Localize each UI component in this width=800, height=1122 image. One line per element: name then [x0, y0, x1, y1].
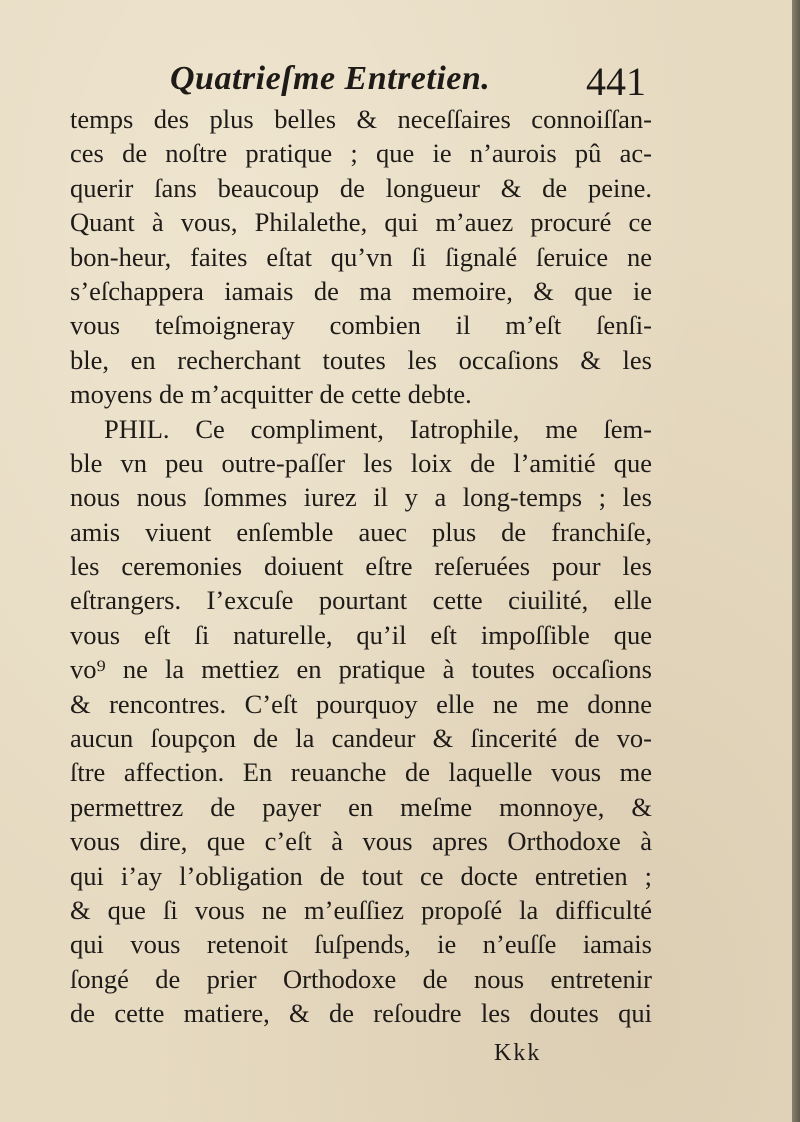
text-line: qui i’ay l’obligation de tout ce docte entretien ;	[70, 860, 652, 891]
text-line: amis viuent enſemble auec plus de franchiſe,	[70, 516, 652, 547]
text-line: ſtre affection. En reuanche de laquelle vous me	[70, 757, 652, 788]
text-line: bon-heur, faites eſtat qu’vn ſi ſignalé ſeruice ne	[70, 241, 652, 272]
text-line: vous teſmoigneray combien il m’eſt ſenſi-	[70, 310, 652, 341]
text-line: eſtrangers. I’excuſe pourtant cette ciuilité, elle	[70, 585, 652, 616]
text-line: & que ſi vous ne m’euſſiez propoſé la difficulté	[70, 894, 652, 925]
text-line: ces de noſtre pratique ; que ie n’aurois pû ac-	[70, 138, 652, 169]
page-number: 441	[586, 59, 646, 104]
text-line: vo⁹ ne la mettiez en pratique à toutes occaſions	[70, 654, 652, 685]
text-line: de cette matiere, & de reſoudre les doutes qui	[70, 998, 652, 1029]
text-line-paragraph-end: moyens de m’acquitter de cette debte.	[70, 379, 472, 410]
text-line: nous nous ſommes iurez il y a long-temps ; les	[70, 482, 652, 513]
text-line: ble, en recherchant toutes les occaſions & les	[70, 344, 652, 375]
text-line: les ceremonies doiuent eſtre reſeruées pour les	[70, 551, 652, 582]
text-line: qui vous retenoit ſuſpends, ie n’euſſe iamais	[70, 929, 652, 960]
text-line: ſongé de prier Orthodoxe de nous entretenir	[70, 963, 652, 994]
running-head: Quatrieſme Entretien.	[170, 60, 491, 97]
catchword: Kkk	[494, 1040, 542, 1066]
text-line: vous eſt ſi naturelle, qu’il eſt impoſſible que	[70, 619, 652, 650]
text-line: Quant à vous, Philalethe, qui m’auez procuré ce	[70, 207, 652, 238]
text-line-paragraph-start: PHIL. Ce compliment, Iatrophile, me ſem-	[104, 413, 652, 444]
text-line: temps des plus belles & neceſſaires connoiſſan-	[70, 104, 652, 134]
text-line: permettrez de payer en meſme monnoye, &	[70, 791, 652, 822]
page-edge-shadow	[792, 0, 800, 1122]
body-text	[70, 102, 652, 1031]
text-line: querir ſans beaucoup de longueur & de peine.	[70, 172, 652, 203]
text-line: s’eſchappera iamais de ma memoire, & que ie	[70, 275, 652, 306]
text-line: aucun ſoupçon de la candeur & ſincerité de vo-	[70, 723, 652, 754]
text-line: ble vn peu outre-paſſer les loix de l’amitié que	[70, 447, 652, 478]
text-line: vous dire, que c’eſt à vous apres Orthodoxe à	[70, 826, 652, 857]
text-line: & rencontres. C’eſt pourquoy elle ne me donne	[70, 688, 652, 719]
